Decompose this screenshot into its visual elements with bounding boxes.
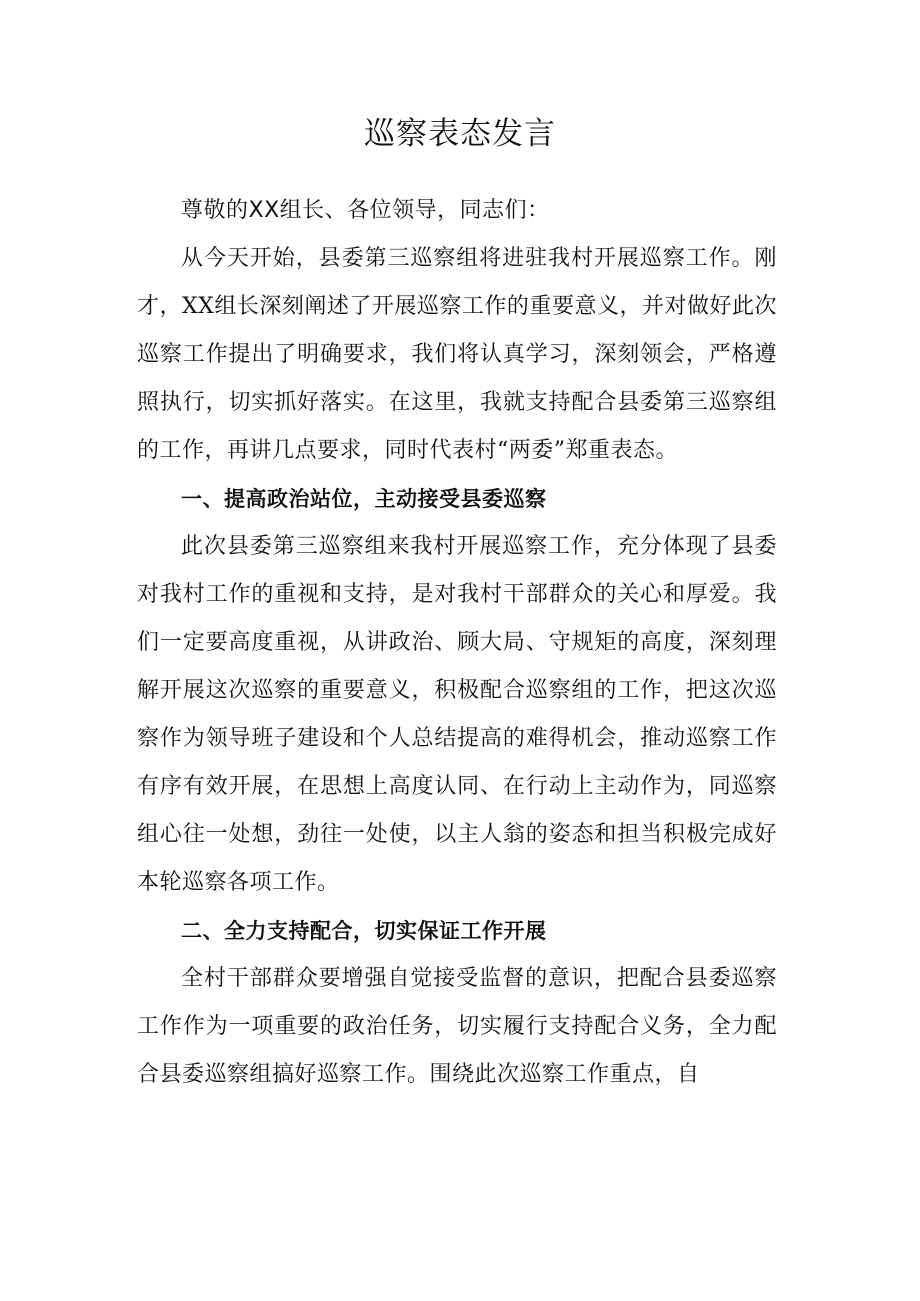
salutation: 尊敬的XX组长、各位领导，同志们： <box>181 198 550 223</box>
section-heading-1: 一、提高政治站位，主动接受县委巡察 <box>181 487 547 511</box>
document-body <box>137 187 777 1099</box>
section-heading-2: 二、全力支持配合，切实保证工作开展 <box>181 919 547 943</box>
intro-paragraph: 从今天开始，县委第三巡察组将进驻我村开展巡察工作。刚才，XX组长深刻阐述了开展巡察工作的重要意义，并对做好此次巡察工作提出了明确要求，我们将认真学习，深刻领会，严格遵照执行，切实抓好落实。在这里，我就支持配合县委第三巡察组的工作，再讲几点要求，同时代表村“两委”郑重表态。 <box>137 246 777 463</box>
document-title: 巡察表态发言 <box>364 116 556 152</box>
section-paragraph-1: 此次县委第三巡察组来我村开展巡察工作，充分体现了县委对我村工作的重视和支持，是对我村干部群众的关心和厚爱。我们一定要高度重视，从讲政治、顾大局、守规矩的高度，深刻理解开展这次巡察的重要意义，积极配合巡察组的工作，把这次巡察作为领导班子建设和个人总结提高的难得机会，推动巡察工作有序有效开展，在思想上高度认同、在行动上主动作为，同巡察组心往一处想，劲往一处使，以主人翁的姿态和担当积极完成好本轮巡察各项工作。 <box>137 534 777 895</box>
section-paragraph-2: 全村干部群众要增强自觉接受监督的意识，把配合县委巡察工作作为一项重要的政治任务，切实履行支持配合义务，全力配合县委巡察组搞好巡察工作。围绕此次巡察工作重点，自 <box>137 966 777 1087</box>
